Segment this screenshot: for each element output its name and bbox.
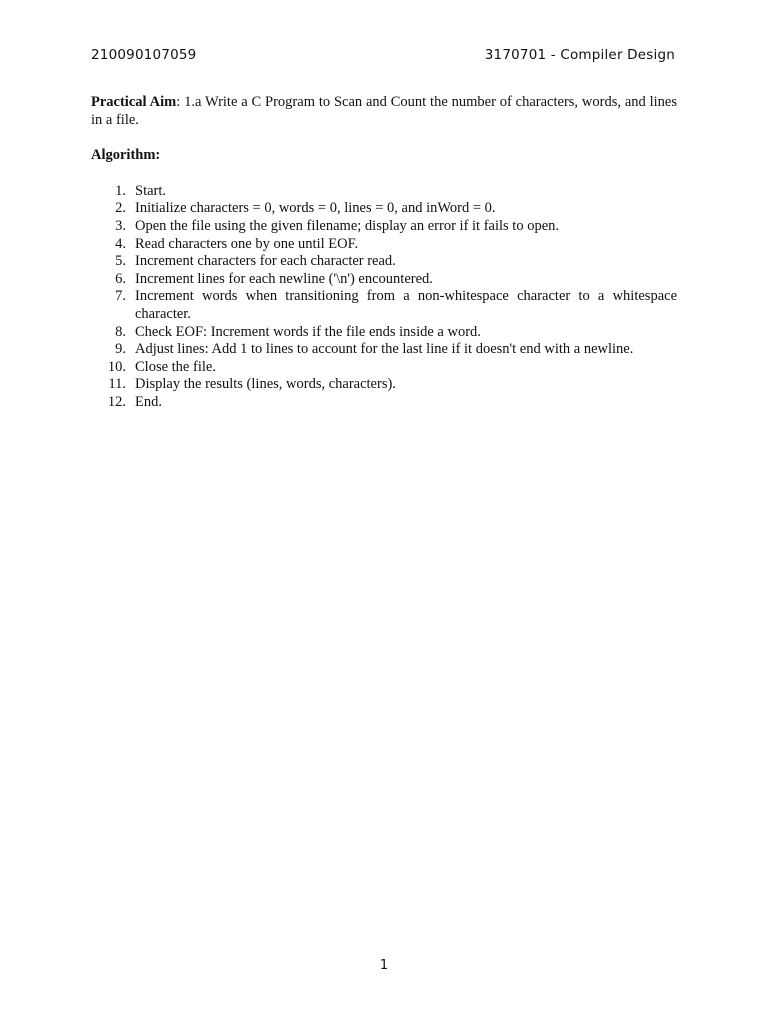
step-text: End.	[135, 393, 162, 410]
step-number: 11.	[108, 376, 126, 393]
step-number: 5.	[115, 253, 126, 270]
step-number: 12.	[107, 393, 126, 410]
step-text: Read characters one by one until EOF.	[135, 235, 359, 252]
list-item	[91, 253, 677, 271]
page-header	[91, 47, 675, 67]
step-text: Initialize characters = 0, words = 0, lines = 0, and inWord = 0.	[135, 200, 496, 217]
step-number: 9.	[115, 341, 126, 358]
list-item	[91, 324, 677, 342]
list-item	[91, 218, 677, 236]
step-text: Increment lines for each newline ('\n') encountered.	[135, 270, 433, 287]
list-item	[91, 359, 677, 377]
document-body	[91, 94, 677, 412]
step-text: Start.	[135, 182, 167, 199]
step-text: Close the file.	[135, 358, 216, 375]
list-item	[91, 236, 677, 254]
step-number: 10.	[107, 358, 126, 375]
step-number: 7.	[115, 288, 126, 305]
step-text: Open the file using the given filename; display an error if it fails to open.	[135, 217, 560, 234]
practical-aim-label: Practical Aim	[91, 94, 177, 110]
list-item	[91, 341, 677, 359]
list-item	[91, 200, 677, 218]
step-text: Adjust lines: Add 1 to lines to account for the last line if it doesn't end with a newline.	[135, 341, 634, 358]
algorithm-heading: Algorithm:	[91, 147, 161, 164]
step-number: 6.	[115, 270, 126, 287]
step-text: Increment words when transitioning from a non-whitespace character to a whitespace character.	[135, 288, 677, 322]
practical-aim	[91, 94, 677, 129]
page-number: 1	[379, 958, 389, 973]
step-text: Display the results (lines, words, characters).	[135, 376, 396, 393]
student-id: 210090107059	[91, 47, 197, 63]
step-number: 1.	[115, 182, 126, 199]
step-number: 4.	[115, 235, 126, 252]
practical-aim-text: : 1.a Write a C Program to Scan and Count the number of characters, words, and lines in a file.	[91, 94, 677, 128]
list-item	[91, 288, 677, 323]
algorithm-steps	[91, 183, 677, 412]
list-item	[91, 271, 677, 289]
step-text: Check EOF: Increment words if the file ends inside a word.	[135, 323, 481, 340]
list-item	[91, 394, 677, 412]
step-number: 3.	[115, 217, 126, 234]
step-text: Increment characters for each character read.	[135, 253, 396, 270]
list-item	[91, 183, 677, 201]
step-number: 8.	[115, 323, 126, 340]
list-item	[91, 376, 677, 394]
step-number: 2.	[115, 200, 126, 217]
course-title: 3170701 - Compiler Design	[484, 47, 675, 63]
